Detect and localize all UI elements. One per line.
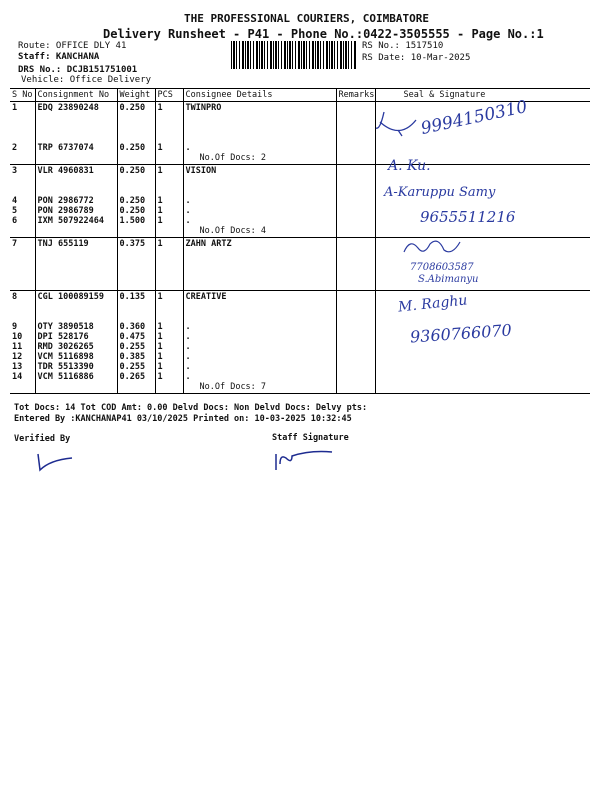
cell-value: 0.250: [119, 206, 146, 216]
column-header: Consignment No: [35, 89, 117, 102]
cell-value: [158, 133, 181, 143]
cell-value: [158, 302, 181, 312]
consignment-number: TNJ 655119: [37, 239, 89, 249]
consignee-line: .: [185, 216, 191, 226]
cell-value: [158, 312, 181, 322]
table-cell: [35, 165, 117, 238]
cell-value: [120, 133, 153, 143]
consignee-line: [186, 249, 334, 259]
cell-value: [12, 279, 33, 289]
company-title: THE PROFESSIONAL COURIERS, COIMBATORE: [184, 12, 430, 25]
cell-value: 1.500: [119, 216, 146, 226]
cell-value: 8: [12, 292, 18, 302]
cell-value: [120, 279, 153, 289]
cell-value: 1: [157, 103, 163, 113]
cell-value: 14: [12, 372, 23, 382]
column-header: PCS: [155, 89, 183, 102]
sig2-name2: A-Karuppu Samy: [384, 185, 496, 200]
table-cell: [155, 165, 183, 238]
cell-value: 0.250: [119, 196, 146, 206]
cell-value: [120, 312, 153, 322]
table-cell: [155, 102, 183, 165]
cell-value: 1: [157, 196, 163, 206]
consignment-number: [38, 249, 115, 259]
cell-value: 4: [12, 196, 18, 206]
consignee-line: [186, 113, 334, 123]
cell-value: 1: [157, 322, 163, 332]
consignment-number: [38, 269, 115, 279]
column-header: Seal & Signature: [375, 89, 590, 102]
table-cell: [35, 291, 117, 394]
rs-number: RS No.: 1517510: [362, 41, 444, 51]
consignee-line: [186, 133, 334, 143]
cell-value: 0.265: [119, 372, 146, 382]
cell-value: [12, 186, 33, 196]
table-cell: [117, 165, 155, 238]
docs-count: No.Of Docs: 7: [199, 382, 267, 392]
cell-value: [120, 123, 153, 133]
consignee-line: [186, 269, 334, 279]
cell-value: [12, 249, 33, 259]
sig1-number: 9994150310: [419, 96, 530, 140]
cell-value: 1: [157, 352, 163, 362]
rs-date: RS Date: 10-Mar-2025: [362, 53, 471, 63]
table-cell: [10, 102, 35, 165]
table-cell: [117, 102, 155, 165]
cell-value: [158, 269, 181, 279]
verified-signature: [30, 450, 80, 475]
consignment-number: [38, 259, 115, 269]
sig3-name: S.Abimanyu: [418, 274, 479, 285]
sig4-name: M. Raghu: [397, 292, 469, 316]
consignee-line: .: [185, 143, 191, 153]
remarks-cell: [336, 238, 375, 291]
sig4-number: 9360766070: [409, 320, 513, 347]
cell-value: 13: [12, 362, 23, 372]
consignment-number: TDR 5513390: [37, 362, 94, 372]
cell-value: 0.385: [119, 352, 146, 362]
docs-count: No.Of Docs: 2: [199, 153, 267, 163]
cell-value: [120, 186, 153, 196]
consignee-line: .: [185, 322, 191, 332]
consignee-details: [183, 102, 336, 165]
consignee-details: [183, 165, 336, 238]
cell-value: 0.250: [119, 166, 146, 176]
consignment-number: CGL 100089159: [37, 292, 105, 302]
consignee-line: VISION: [185, 166, 217, 176]
cell-value: 0.135: [119, 292, 146, 302]
cell-value: 0.250: [119, 103, 146, 113]
cell-value: 1: [12, 103, 18, 113]
cell-value: 1: [157, 216, 163, 226]
cell-value: 1: [157, 206, 163, 216]
column-header: Remarks: [336, 89, 375, 102]
cell-value: 11: [12, 342, 23, 352]
consignment-number: EDQ 23890248: [37, 103, 99, 113]
consignment-number: IXM 507922464: [37, 216, 105, 226]
cell-value: 1: [157, 362, 163, 372]
consignee-line: [186, 302, 334, 312]
column-header: Consignee Details: [183, 89, 336, 102]
table-cell: [35, 102, 117, 165]
consignee-line: [186, 176, 334, 186]
consignee-line: [186, 186, 334, 196]
cell-value: 1: [157, 143, 163, 153]
cell-value: [12, 113, 33, 123]
table-row: [10, 238, 590, 291]
sig2-name1: A. Ku.: [388, 158, 431, 174]
consignment-number: [38, 302, 115, 312]
consignment-number: TRP 6737074: [37, 143, 94, 153]
staff-label: Staff: KANCHANA: [18, 52, 100, 62]
cell-value: 1: [157, 166, 163, 176]
consignment-number: VLR 4960831: [37, 166, 94, 176]
cell-value: [120, 113, 153, 123]
cell-value: 0.255: [119, 342, 146, 352]
consignee-line: [186, 312, 334, 322]
cell-value: [12, 176, 33, 186]
cell-value: [120, 249, 153, 259]
consignment-number: VCM 5116886: [37, 372, 94, 382]
cell-value: [12, 302, 33, 312]
cell-value: [120, 176, 153, 186]
cell-value: 0.475: [119, 332, 146, 342]
cell-value: 7: [12, 239, 18, 249]
seal-signature-cell: [375, 165, 590, 238]
cell-value: 1: [157, 372, 163, 382]
cell-value: [158, 249, 181, 259]
consignee-line: [186, 279, 334, 289]
cell-value: 1: [157, 239, 163, 249]
consignment-number: [38, 176, 115, 186]
remarks-cell: [336, 165, 375, 238]
consignee-line: .: [185, 342, 191, 352]
cell-value: [120, 302, 153, 312]
cell-value: 5: [12, 206, 18, 216]
cell-value: 0.360: [119, 322, 146, 332]
cell-value: 2: [12, 143, 18, 153]
consignment-number: [38, 113, 115, 123]
entered-by-line: Entered By :KANCHANAP41 03/10/2025 Printed on: 10-03-2025 10:32:45: [14, 414, 352, 424]
consignee-line: .: [185, 372, 191, 382]
cell-value: [158, 123, 181, 133]
consignment-number: VCM 5116898: [37, 352, 94, 362]
consignee-details: [183, 238, 336, 291]
consignment-number: [38, 186, 115, 196]
sig3-number: 7708603587: [410, 262, 474, 273]
cell-value: 6: [12, 216, 18, 226]
column-header: S No: [10, 89, 35, 102]
consignment-number: [38, 133, 115, 143]
consignment-number: DPI 528176: [37, 332, 89, 342]
cell-value: 1: [157, 292, 163, 302]
consignee-line: .: [185, 196, 191, 206]
consignee-line: [186, 259, 334, 269]
cell-value: [158, 113, 181, 123]
consignment-number: PON 2986772: [37, 196, 94, 206]
verified-by-label: Verified By: [14, 434, 71, 444]
barcode: [231, 41, 356, 69]
cell-value: [120, 269, 153, 279]
consignee-line: TWINPRO: [185, 103, 222, 113]
column-header: Weight: [117, 89, 155, 102]
staff-signature-label: Staff Signature: [272, 433, 349, 443]
table-cell: [10, 238, 35, 291]
consignment-number: [38, 312, 115, 322]
table-row: [10, 165, 590, 238]
consignee-line: .: [185, 206, 191, 216]
table-cell: [117, 238, 155, 291]
consignee-line: .: [185, 362, 191, 372]
consignee-line: .: [185, 332, 191, 342]
table-cell: [117, 291, 155, 394]
consignment-number: PON 2986789: [37, 206, 94, 216]
signature-3: [400, 236, 470, 258]
remarks-cell: [336, 291, 375, 394]
consignment-number: OTY 3890518: [37, 322, 94, 332]
cell-value: [158, 259, 181, 269]
cell-value: 1: [157, 332, 163, 342]
cell-value: 0.250: [119, 143, 146, 153]
docs-count: No.Of Docs: 4: [199, 226, 267, 236]
cell-value: [120, 259, 153, 269]
table-cell: [155, 291, 183, 394]
table-row: [10, 291, 590, 394]
cell-value: [12, 312, 33, 322]
consignment-number: [38, 279, 115, 289]
cell-value: [12, 133, 33, 143]
cell-value: 10: [12, 332, 23, 342]
cell-value: [158, 176, 181, 186]
cell-value: [158, 186, 181, 196]
cell-value: 9: [12, 322, 18, 332]
table-cell: [35, 238, 117, 291]
cell-value: 12: [12, 352, 23, 362]
runsheet-subtitle: Delivery Runsheet - P41 - Phone No.:0422-3505555 - Page No.:1: [103, 27, 544, 41]
cell-value: 3: [12, 166, 18, 176]
totals-line: Tot Docs: 14 Tot COD Amt: 0.00 Delvd Docs: Non Delvd Docs: Delvy pts:: [14, 403, 368, 413]
drs-number: DRS No.: DCJB151751001: [18, 65, 138, 75]
table-cell: [10, 165, 35, 238]
consignee-line: CREATIVE: [185, 292, 227, 302]
cell-value: [12, 269, 33, 279]
consignee-line: [186, 123, 334, 133]
cell-value: 0.255: [119, 362, 146, 372]
table-cell: [10, 291, 35, 394]
table-cell: [155, 238, 183, 291]
cell-value: [12, 123, 33, 133]
vehicle-label: Vehicle: Office Delivery: [21, 75, 152, 85]
staff-signature: [270, 444, 340, 474]
cell-value: [12, 259, 33, 269]
consignee-line: .: [185, 352, 191, 362]
consignment-number: RMD 3026265: [37, 342, 94, 352]
consignee-details: [183, 291, 336, 394]
sig2-number: 9655511216: [420, 208, 516, 226]
cell-value: 0.375: [119, 239, 146, 249]
cell-value: [158, 279, 181, 289]
consignment-number: [38, 123, 115, 133]
route-label: Route: OFFICE DLY 41: [18, 41, 127, 51]
cell-value: 1: [157, 342, 163, 352]
consignee-line: ZAHN ARTZ: [185, 239, 232, 249]
